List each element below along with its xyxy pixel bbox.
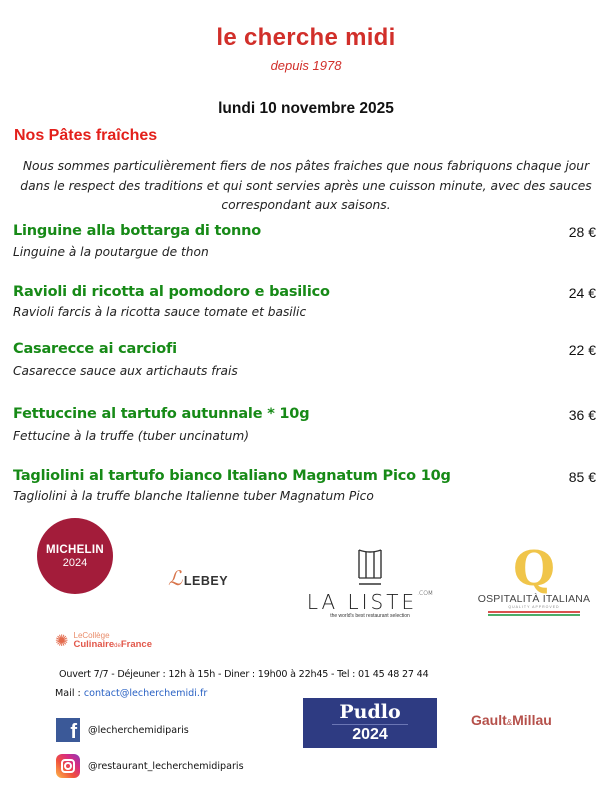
college-de: de: [114, 642, 121, 649]
flag-stripe-green: [488, 614, 580, 616]
email-link[interactable]: contact@lecherchemidi.fr: [83, 688, 208, 699]
since-tagline: depuis 1978: [270, 58, 342, 73]
dish-price: 28 €: [568, 224, 596, 240]
dish-description: Casarecce sauce aux artichauts frais: [13, 364, 238, 378]
q-quality-icon: Q: [513, 541, 555, 597]
ospitalita-name: OSPITALITÀ ITALIANA: [477, 593, 591, 605]
dish-description: Fettucine à la truffe (tuber uncinatum): [13, 429, 249, 443]
michelin-badge: [37, 518, 113, 594]
dish-price: 22 €: [568, 342, 596, 358]
dish-name: Casarecce ai carciofi: [13, 341, 177, 357]
sunburst-icon: ✺: [55, 631, 69, 650]
dish-description: Linguine à la poutargue de thon: [13, 245, 209, 259]
gault-millau-logo: [471, 712, 552, 728]
dish-price: 24 €: [568, 285, 596, 301]
instagram-icon: [56, 754, 80, 778]
pudlo-divider: [332, 724, 408, 725]
college-culinaire-logo: [55, 630, 152, 651]
la-liste-title: LA LISTE: [306, 590, 418, 614]
dish-name: Linguine alla bottarga di tonno: [13, 223, 262, 239]
flag-stripe-red: [488, 611, 580, 613]
gault-amp: &: [506, 718, 513, 727]
dish-description: Tagliolini à la truffe blanche Italienne tuber Magnatum Pico: [13, 489, 374, 503]
section-intro: Nous sommes particulièrement fiers de nos pâtes fraiches que nous fabriquons chaque jour dans le respect des traditions et qui sont servies après une cuisson minute, avec des sauces correspondant aux saisons.: [20, 159, 592, 212]
dish-name: Tagliolini al tartufo bianco Italiano Magnatum Pico 10g: [13, 468, 451, 484]
pudlo-year: 2024: [352, 726, 388, 743]
facebook-link[interactable]: [56, 718, 189, 742]
opening-hours: Ouvert 7/7 - Déjeuner : 12h à 15h - Diner : 19h00 à 22h45 - Tel : 01 45 48 27 44: [59, 669, 429, 680]
lebey-text: LEBEY: [183, 574, 229, 588]
gault-text: Gault: [471, 712, 507, 728]
mail-label: Mail :: [55, 688, 84, 699]
college-line2: [74, 640, 153, 651]
la-liste-com: .COM: [417, 590, 434, 597]
la-liste-logo: [300, 548, 440, 619]
ospitalita-subtitle: QUALITY APPROVED: [508, 605, 560, 609]
facebook-handle[interactable]: @lecherchemidiparis: [88, 724, 189, 736]
lebey-signature-icon: ℒ: [168, 566, 183, 590]
pudlo-badge: [303, 698, 437, 748]
instagram-link[interactable]: [56, 754, 244, 778]
dish-name: Fettuccine al tartufo autunnale * 10g: [13, 406, 310, 422]
college-line1: LeCollège: [73, 630, 110, 640]
la-liste-name: [300, 590, 440, 614]
mail-line: [55, 688, 207, 699]
dish-price: 85 €: [568, 469, 596, 485]
pudlo-label: Pudlo: [339, 701, 401, 723]
millau-text: Millau: [512, 712, 552, 728]
college-france: France: [120, 638, 152, 650]
dish-name: Ravioli di ricotta al pomodoro e basilico: [13, 284, 330, 300]
menu-date: lundi 10 novembre 2025: [218, 100, 394, 117]
michelin-year: 2024: [62, 557, 88, 569]
lebey-logo: [168, 566, 228, 590]
la-liste-tagline: the world's best restaurant selection: [330, 613, 410, 619]
ospitalita-italiana-logo: [468, 541, 600, 616]
instagram-handle[interactable]: @restaurant_lecherchemidiparis: [88, 760, 244, 772]
facebook-icon: f: [56, 718, 80, 742]
restaurant-name: le cherche midi: [216, 24, 396, 51]
dish-description: Ravioli farcis à la ricotta sauce tomate et basilic: [13, 305, 307, 319]
college-culinaire: Culinaire: [73, 638, 115, 650]
dish-price: 36 €: [568, 407, 596, 423]
michelin-label: MICHELIN: [46, 544, 104, 556]
section-title: Nos Pâtes fraîches: [14, 127, 158, 144]
la-liste-book-icon: [357, 548, 383, 582]
